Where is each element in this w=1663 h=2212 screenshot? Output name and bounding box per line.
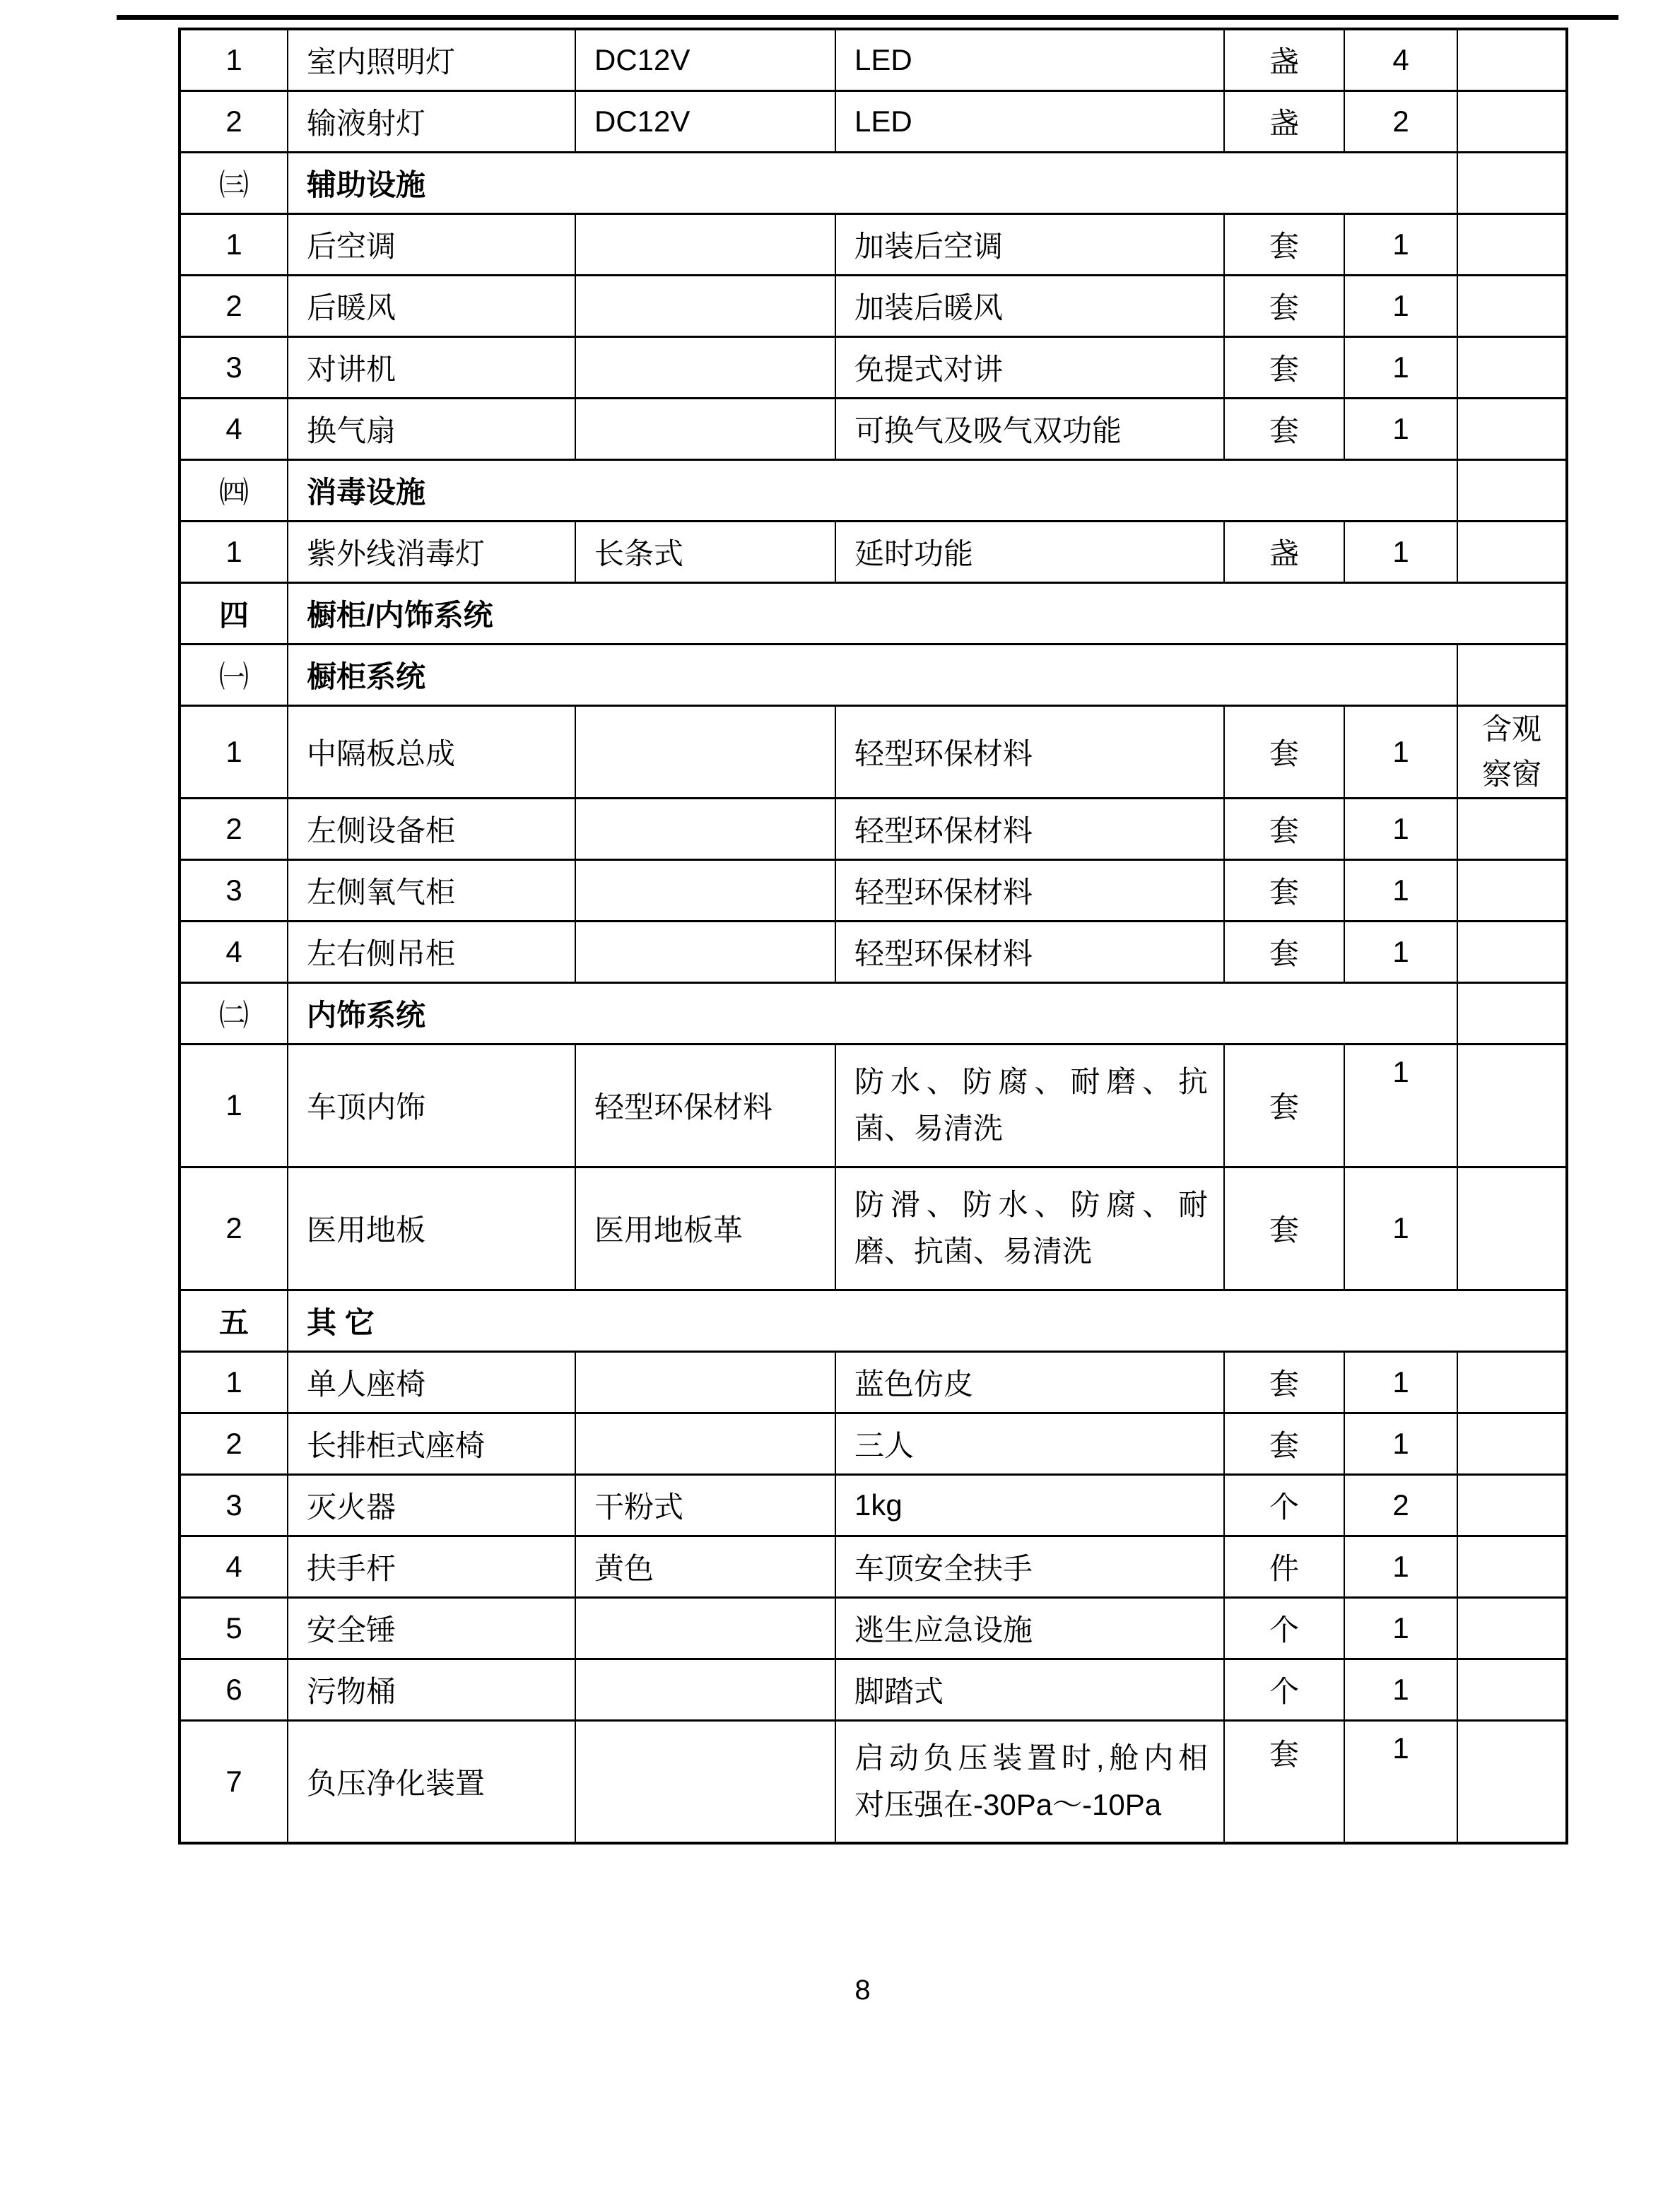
- table-row: [180, 1044, 1567, 1167]
- remark-cell: [1457, 1474, 1567, 1536]
- spec-cell: 轻型环保材料: [575, 1044, 835, 1167]
- row-number-cell: 2: [180, 275, 288, 336]
- row-number-cell: 2: [180, 1167, 288, 1290]
- row-number-cell: 1: [180, 1351, 288, 1413]
- description-cell: 防滑、防水、防腐、耐 磨、抗菌、易清洗: [835, 1167, 1224, 1290]
- section-row: [180, 459, 1567, 521]
- row-number-cell: 3: [180, 336, 288, 398]
- remark-cell: [1457, 1044, 1567, 1167]
- row-number-cell: ㈠: [180, 644, 288, 705]
- table-row: [180, 398, 1567, 459]
- quantity-cell: 1: [1344, 859, 1457, 921]
- spec-cell: DC12V: [575, 90, 835, 152]
- table-row: [180, 1597, 1567, 1659]
- remark-cell: [1457, 336, 1567, 398]
- item-name-cell: 长排柜式座椅: [288, 1413, 575, 1474]
- section-row: [180, 152, 1567, 213]
- row-number-cell: 4: [180, 398, 288, 459]
- spec-cell: [575, 275, 835, 336]
- item-name-cell: 紫外线消毒灯: [288, 521, 575, 582]
- spec-cell: 医用地板革: [575, 1167, 835, 1290]
- table-row: [180, 275, 1567, 336]
- page-header-rule: [117, 15, 1618, 20]
- description-cell: 可换气及吸气双功能: [835, 398, 1224, 459]
- row-number-cell: 5: [180, 1597, 288, 1659]
- table-row: [180, 859, 1567, 921]
- unit-cell: 套: [1224, 1413, 1344, 1474]
- description-cell: 延时功能: [835, 521, 1224, 582]
- item-name-cell: 左侧设备柜: [288, 798, 575, 859]
- item-name-cell: 医用地板: [288, 1167, 575, 1290]
- row-number-cell: 1: [180, 521, 288, 582]
- quantity-cell: 1: [1344, 1597, 1457, 1659]
- row-number-cell: 4: [180, 1536, 288, 1597]
- description-cell: 防水、防腐、耐磨、抗 菌、易清洗: [835, 1044, 1224, 1167]
- row-number-cell: 4: [180, 921, 288, 982]
- table-row: [180, 1351, 1567, 1413]
- spec-cell: 干粉式: [575, 1474, 835, 1536]
- spec-cell: [575, 336, 835, 398]
- spec-cell: [575, 1720, 835, 1843]
- remark-cell: [1457, 644, 1567, 705]
- remark-cell: [1457, 921, 1567, 982]
- row-number-cell: 五: [180, 1290, 288, 1351]
- description-cell: 加装后空调: [835, 213, 1224, 275]
- description-cell: 加装后暖风: [835, 275, 1224, 336]
- row-number-cell: 2: [180, 90, 288, 152]
- section-row: [180, 982, 1567, 1044]
- row-number-cell: 1: [180, 705, 288, 798]
- item-name-cell: 安全锤: [288, 1597, 575, 1659]
- section-title-cell: 内饰系统: [288, 982, 1457, 1044]
- description-cell: 轻型环保材料: [835, 921, 1224, 982]
- unit-cell: 套: [1224, 1167, 1344, 1290]
- spec-cell: [575, 921, 835, 982]
- spec-cell: [575, 213, 835, 275]
- quantity-cell: 1: [1344, 336, 1457, 398]
- item-name-cell: 中隔板总成: [288, 705, 575, 798]
- section-row: [180, 582, 1567, 644]
- equipment-spec-table: [178, 28, 1568, 1845]
- table-row: [180, 1474, 1567, 1536]
- row-number-cell: 1: [180, 29, 288, 90]
- remark-cell: [1457, 1413, 1567, 1474]
- unit-cell: 套: [1224, 336, 1344, 398]
- unit-cell: 套: [1224, 1720, 1344, 1843]
- spec-cell: [575, 859, 835, 921]
- description-cell: 车顶安全扶手: [835, 1536, 1224, 1597]
- quantity-cell: 4: [1344, 29, 1457, 90]
- remark-cell: [1457, 29, 1567, 90]
- row-number-cell: 1: [180, 213, 288, 275]
- unit-cell: 套: [1224, 275, 1344, 336]
- row-number-cell: 1: [180, 1044, 288, 1167]
- row-number-cell: 四: [180, 582, 288, 644]
- unit-cell: 盏: [1224, 29, 1344, 90]
- quantity-cell: 2: [1344, 90, 1457, 152]
- spec-cell: [575, 398, 835, 459]
- remark-cell: [1457, 152, 1567, 213]
- section-title-cell: 消毒设施: [288, 459, 1457, 521]
- section-title-cell: 橱柜/内饰系统: [288, 582, 1567, 644]
- quantity-cell: 1: [1344, 921, 1457, 982]
- unit-cell: 盏: [1224, 90, 1344, 152]
- row-number-cell: ㈢: [180, 152, 288, 213]
- spec-cell: [575, 1597, 835, 1659]
- table-row: [180, 1536, 1567, 1597]
- item-name-cell: 灭火器: [288, 1474, 575, 1536]
- remark-cell: [1457, 521, 1567, 582]
- description-cell: 启动负压装置时,舱内相 对压强在-30Pa～-10Pa: [835, 1720, 1224, 1843]
- unit-cell: 件: [1224, 1536, 1344, 1597]
- unit-cell: 套: [1224, 798, 1344, 859]
- quantity-cell: 1: [1344, 1044, 1457, 1167]
- quantity-cell: 1: [1344, 1720, 1457, 1843]
- item-name-cell: 室内照明灯: [288, 29, 575, 90]
- unit-cell: 个: [1224, 1659, 1344, 1720]
- item-name-cell: 污物桶: [288, 1659, 575, 1720]
- unit-cell: 套: [1224, 213, 1344, 275]
- remark-cell: [1457, 859, 1567, 921]
- description-cell: 逃生应急设施: [835, 1597, 1224, 1659]
- item-name-cell: 换气扇: [288, 398, 575, 459]
- quantity-cell: 1: [1344, 213, 1457, 275]
- unit-cell: 套: [1224, 705, 1344, 798]
- remark-cell: 含观 察窗: [1457, 705, 1567, 798]
- description-cell: 轻型环保材料: [835, 705, 1224, 798]
- item-name-cell: 负压净化装置: [288, 1720, 575, 1843]
- remark-cell: [1457, 459, 1567, 521]
- remark-cell: [1457, 213, 1567, 275]
- section-title-cell: 辅助设施: [288, 152, 1457, 213]
- remark-cell: [1457, 1167, 1567, 1290]
- quantity-cell: 1: [1344, 521, 1457, 582]
- table-row: [180, 90, 1567, 152]
- quantity-cell: 1: [1344, 705, 1457, 798]
- table-row: [180, 798, 1567, 859]
- quantity-cell: 2: [1344, 1474, 1457, 1536]
- unit-cell: 套: [1224, 921, 1344, 982]
- unit-cell: 套: [1224, 1044, 1344, 1167]
- item-name-cell: 后空调: [288, 213, 575, 275]
- item-name-cell: 车顶内饰: [288, 1044, 575, 1167]
- item-name-cell: 扶手杆: [288, 1536, 575, 1597]
- unit-cell: 套: [1224, 398, 1344, 459]
- remark-cell: [1457, 1597, 1567, 1659]
- row-number-cell: ㈡: [180, 982, 288, 1044]
- unit-cell: 个: [1224, 1597, 1344, 1659]
- description-cell: 蓝色仿皮: [835, 1351, 1224, 1413]
- remark-cell: [1457, 1720, 1567, 1843]
- item-name-cell: 左右侧吊柜: [288, 921, 575, 982]
- table-row: [180, 1167, 1567, 1290]
- remark-cell: [1457, 1536, 1567, 1597]
- description-cell: 轻型环保材料: [835, 798, 1224, 859]
- table-row: [180, 1659, 1567, 1720]
- section-row: [180, 1290, 1567, 1351]
- remark-cell: [1457, 798, 1567, 859]
- quantity-cell: 1: [1344, 1167, 1457, 1290]
- table-row: [180, 336, 1567, 398]
- row-number-cell: 2: [180, 798, 288, 859]
- description-cell: 1kg: [835, 1474, 1224, 1536]
- spec-cell: [575, 705, 835, 798]
- row-number-cell: ㈣: [180, 459, 288, 521]
- table-row: [180, 921, 1567, 982]
- item-name-cell: 后暖风: [288, 275, 575, 336]
- table-row: [180, 213, 1567, 275]
- remark-cell: [1457, 398, 1567, 459]
- description-cell: LED: [835, 90, 1224, 152]
- row-number-cell: 7: [180, 1720, 288, 1843]
- unit-cell: 套: [1224, 1351, 1344, 1413]
- spec-cell: [575, 1413, 835, 1474]
- table-row: [180, 29, 1567, 90]
- quantity-cell: 1: [1344, 1413, 1457, 1474]
- spec-cell: [575, 798, 835, 859]
- spec-cell: 黄色: [575, 1536, 835, 1597]
- description-cell: LED: [835, 29, 1224, 90]
- description-cell: 三人: [835, 1413, 1224, 1474]
- section-title-cell: 橱柜系统: [288, 644, 1457, 705]
- item-name-cell: 对讲机: [288, 336, 575, 398]
- spec-table-body: [180, 29, 1567, 1843]
- section-title-cell: 其 它: [288, 1290, 1567, 1351]
- remark-cell: [1457, 90, 1567, 152]
- page-number: 8: [854, 1975, 871, 2006]
- quantity-cell: 1: [1344, 1659, 1457, 1720]
- description-cell: 免提式对讲: [835, 336, 1224, 398]
- row-number-cell: 2: [180, 1413, 288, 1474]
- row-number-cell: 6: [180, 1659, 288, 1720]
- quantity-cell: 1: [1344, 1536, 1457, 1597]
- remark-cell: [1457, 1659, 1567, 1720]
- section-row: [180, 644, 1567, 705]
- item-name-cell: 输液射灯: [288, 90, 575, 152]
- quantity-cell: 1: [1344, 398, 1457, 459]
- spec-cell: DC12V: [575, 29, 835, 90]
- unit-cell: 个: [1224, 1474, 1344, 1536]
- table-row: [180, 1720, 1567, 1843]
- description-cell: 脚踏式: [835, 1659, 1224, 1720]
- unit-cell: 套: [1224, 859, 1344, 921]
- quantity-cell: 1: [1344, 275, 1457, 336]
- row-number-cell: 3: [180, 859, 288, 921]
- remark-cell: [1457, 1351, 1567, 1413]
- quantity-cell: 1: [1344, 798, 1457, 859]
- table-row: [180, 705, 1567, 798]
- spec-cell: 长条式: [575, 521, 835, 582]
- quantity-cell: 1: [1344, 1351, 1457, 1413]
- item-name-cell: 左侧氧气柜: [288, 859, 575, 921]
- unit-cell: 盏: [1224, 521, 1344, 582]
- description-cell: 轻型环保材料: [835, 859, 1224, 921]
- row-number-cell: 3: [180, 1474, 288, 1536]
- remark-cell: [1457, 275, 1567, 336]
- spec-cell: [575, 1351, 835, 1413]
- spec-cell: [575, 1659, 835, 1720]
- remark-cell: [1457, 982, 1567, 1044]
- item-name-cell: 单人座椅: [288, 1351, 575, 1413]
- table-row: [180, 521, 1567, 582]
- table-row: [180, 1413, 1567, 1474]
